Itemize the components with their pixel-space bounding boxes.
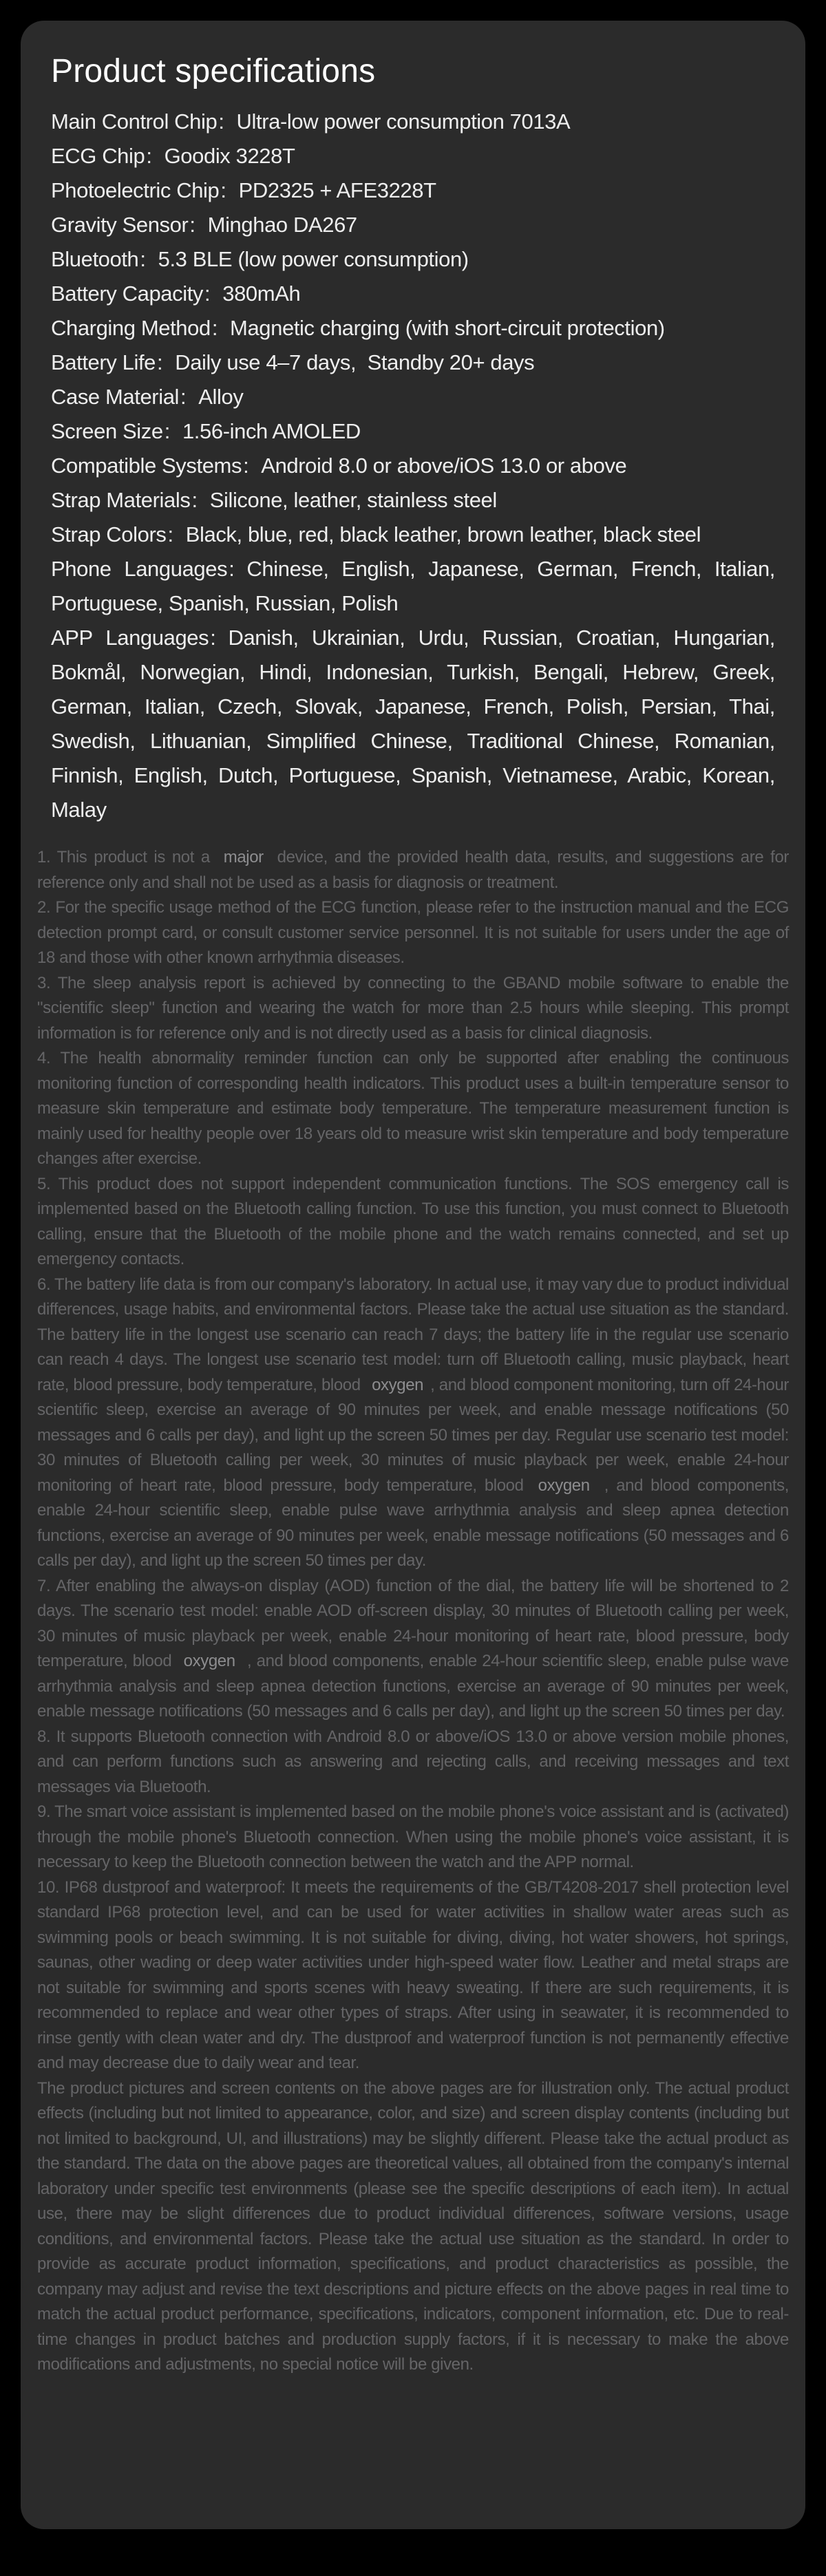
spec-colon: : (180, 385, 187, 409)
spec-row-charging-method (51, 311, 775, 345)
spec-row-strap-materials (51, 483, 775, 518)
disclaimer-paragraph-8 (37, 1725, 789, 1800)
disclaimer-paragraph-5 (37, 1172, 789, 1273)
spec-row-battery-life (51, 345, 775, 380)
spec-label: Photoelectric Chip (51, 178, 220, 202)
disclaimer-text-segment: 1. This product is not a (37, 848, 217, 866)
disclaimer-text-segment: , and blood components, enable 24-hour scientific sleep, enable pulse wave arrhythmia analysis and sleep apnea detection functions, exercise an average of 90 minutes per week, enable message notifications (50 messages and 6 calls per day), and light up the screen 50 times per day. (37, 1652, 789, 1721)
disclaimer-text-segment: 9. The smart voice assistant is implemented based on the mobile phone's voice assistant and is (activated) through the mobile phone's Bluetooth connection. When using the mobile phone's voice assistant, it is necessary to keep the Bluetooth connection between the watch and the APP normal. (37, 1802, 789, 1871)
spec-value: 1.56-inch AMOLED (182, 419, 361, 443)
highlighted-term: major (223, 848, 264, 866)
spec-row-app-languages (51, 621, 781, 827)
spec-row-case-material (51, 380, 775, 414)
spec-value: Minghao DA267 (207, 213, 357, 237)
spec-value: 380mAh (222, 281, 301, 306)
spec-row-strap-colors (51, 518, 775, 552)
spec-colon: : (189, 213, 195, 237)
spec-value: Alloy (198, 385, 244, 409)
spec-colon: : (243, 454, 249, 478)
spec-value: Magnetic charging (with short-circuit protection) (230, 316, 665, 340)
spec-colon: : (164, 419, 170, 443)
spec-label: Main Control Chip (51, 109, 218, 134)
disclaimer-paragraph-final (37, 2076, 789, 2378)
spec-label: Battery Capacity (51, 281, 204, 306)
spec-row-gravity-sensor (51, 208, 775, 242)
spec-colon: : (229, 557, 235, 581)
disclaimer-paragraph-1 (37, 845, 789, 895)
disclaimer-text-segment: , and blood components, enable 24-hour scientific sleep, enable pulse wave arrhythmia analysis and sleep apnea detection functions, exercise an average of 90 minutes per week, enable message notifications (50 messages and 6 calls per day), and light up the screen 50 times per day. (37, 1476, 789, 1570)
highlighted-term: oxygen (183, 1652, 235, 1670)
spec-value: 5.3 BLE (low power consumption) (158, 247, 469, 271)
spec-value: Black, blue, red, black leather, brown leather, black steel (185, 522, 701, 546)
spec-label: Charging Method (51, 316, 211, 340)
spec-colon: : (218, 109, 224, 134)
spec-label: Gravity Sensor (51, 213, 189, 237)
spec-label: Screen Size (51, 419, 163, 443)
spec-row-battery-capacity (51, 277, 775, 311)
spec-row-bluetooth (51, 242, 775, 277)
spec-value: Silicone, leather, stainless steel (209, 488, 497, 512)
spec-row-ecg-chip (51, 139, 775, 173)
spec-value: PD2325 + AFE3228T (238, 178, 436, 202)
spec-colon: : (146, 144, 152, 168)
disclaimer-paragraph-2 (37, 895, 789, 971)
spec-colon: : (204, 281, 211, 306)
highlighted-term: oxygen (538, 1476, 590, 1495)
disclaimer-paragraph-6 (37, 1273, 789, 1574)
spec-row-main-control-chip (51, 105, 775, 139)
spec-colon: : (191, 488, 198, 512)
disclaimer-text-segment: 4. The health abnormality reminder function can only be supported after enabling the continuous monitoring function of corresponding health indicators. This product uses a built-in temperature sensor to measure skin temperature and estimate body temperature. The temperature measurement function is mainly used for healthy people over 18 years old to measure wrist skin temperature and body temperature changes after exercise. (37, 1049, 789, 1168)
spec-value: Chinese, English, Japanese, German, French, Italian, Portuguese, Spanish, Russian, Polish (51, 557, 781, 615)
spec-label: ECG Chip (51, 144, 145, 168)
highlighted-term: oxygen (372, 1375, 424, 1394)
product-specifications-card (21, 21, 805, 2529)
spec-label: Battery Life (51, 350, 156, 374)
spec-label: APP Languages (51, 626, 209, 650)
spec-label: Bluetooth (51, 247, 139, 271)
disclaimer-text-segment: device, and the provided health data, results, and suggestions are for reference only and shall not be used as a basis for diagnosis or treatment. (37, 848, 789, 892)
spec-row-photoelectric-chip (51, 173, 775, 208)
spec-colon: : (211, 316, 218, 340)
spec-label: Case Material (51, 385, 180, 409)
disclaimer-section (37, 845, 789, 2378)
spec-value: Android 8.0 or above/iOS 13.0 or above (261, 454, 627, 478)
page-background (0, 21, 826, 2576)
spec-label: Strap Materials (51, 488, 191, 512)
spec-value: Danish, Ukrainian, Urdu, Russian, Croatian, Hungarian, Bokmål, Norwegian, Hindi, Indonesian, Turkish, Bengali, Hebrew, Greek, German, Italian, Czech, Slovak, Japanese, French, Polish, Persian, Thai, Swedish, Lithuanian, Simplified Chinese, Traditional Chinese, Romanian, Finnish, English, Dutch, Portuguese, Spanish, Vietnamese, Arabic, Korean, Malay (51, 626, 781, 822)
spec-row-phone-languages (51, 552, 781, 621)
spec-list (51, 105, 781, 827)
spec-label: Compatible Systems (51, 454, 242, 478)
disclaimer-text-segment: 8. It supports Bluetooth connection with Android 8.0 or above/iOS 13.0 or above version mobile phones, and can perform functions such as answering and rejecting calls, and receiving messages and text messages via Bluetooth. (37, 1727, 789, 1796)
spec-row-screen-size (51, 414, 775, 449)
disclaimer-text-segment: 7. After enabling the always-on display (AOD) function of the dial, the battery life will be shortened to 2 days. The scenario test model: enable AOD off-screen display, 30 minutes of Bluetooth calling per week, 30 minutes of music playback per week, enable 24-hour monitoring of heart rate, blood pressure, body temperature, blood (37, 1576, 789, 1670)
spec-value: Ultra-low power consumption 7013A (236, 109, 571, 134)
disclaimer-text-segment: , and blood component monitoring, turn off 24-hour scientific sleep, exercise an average of 90 minutes per week, and enable message notifications (50 messages and 6 calls per day), and light up the screen 50 times per day. Regular use scenario test model: 30 minutes of Bluetooth calling per week, 30 minutes of music playback per week, enable 24-hour monitoring of heart rate, blood pressure, body temperature, blood (37, 1375, 789, 1495)
spec-colon: : (140, 247, 146, 271)
page-title: Product specifications (51, 53, 376, 89)
spec-colon: : (210, 626, 216, 650)
spec-colon: : (220, 178, 226, 202)
disclaimer-text-segment: 2. For the specific usage method of the ECG function, please refer to the instruction manual and the ECG detection prompt card, or consult customer service personnel. It is not suitable for users under the age of 18 and those with other known arrhythmia diseases. (37, 898, 789, 967)
spec-label: Phone Languages (51, 557, 228, 581)
disclaimer-paragraph-4 (37, 1046, 789, 1172)
disclaimer-text-segment: 6. The battery life data is from our company's laboratory. In actual use, it may vary due to product individual differences, usage habits, and environmental factors. Please take the actual use situation as the standard. The battery life in the longest use scenario can reach 7 days; the battery life in the regular use scenario can reach 4 days. The longest use scenario test model: turn off Bluetooth calling, music playback, heart rate, blood pressure, body temperature, blood (37, 1275, 789, 1394)
disclaimer-text-segment: 3. The sleep analysis report is achieved by connecting to the GBAND mobile software to enable the "scientific sleep" function and wearing the watch for more than 2.5 hours while sleeping. This prompt information is for reference only and is not directly used as a basis for clinical diagnosis. (37, 973, 789, 1043)
spec-value: Goodix 3228T (164, 144, 295, 168)
spec-value: Daily use 4–7 days, Standby 20+ days (175, 350, 535, 374)
spec-colon: : (167, 522, 173, 546)
spec-label: Strap Colors (51, 522, 167, 546)
disclaimer-text-segment: 10. IP68 dustproof and waterproof: It meets the requirements of the GB/T4208-2017 shell protection level standard IP68 protection level, and can be used for water activities in shallow water areas such as swimming pools or beach swimming. It is not suitable for diving, diving, hot water showers, hot springs, saunas, other wading or deep water activities under high-speed water flow. Leather and metal straps are not suitable for swimming and sports scenes with heavy sweating. If there are such requirements, it is recommended to replace and wear other types of straps. After using in seawater, it is recommended to rinse gently with clean water and dry. The dustproof and waterproof function is not permanently effective and may decrease due to daily wear and tear. (37, 1877, 789, 2072)
disclaimer-text-segment: The product pictures and screen contents on the above pages are for illustration only. The actual product effects (including but not limited to appearance, color, and size) and screen display contents (including but not limited to background, UI, and illustrations) may be slightly different. Please take the actual product as the standard. The data on the above pages are theoretical values, all obtained from the company's internal laboratory under specific test environments (please see the specific descriptions of each item). In actual use, there may be slight differences due to product individual differences, software versions, usage conditions, and environmental factors. Please take the actual use situation as the standard. In order to provide as accurate product information, specifications, and product characteristics as possible, the company may adjust and revise the text descriptions and picture effects on the above pages in real time to match the actual product performance, specifications, indicators, component information, etc. Due to real-time changes in product batches and production supply factors, if it is necessary to make the above modifications and adjustments, no special notice will be given. (37, 2078, 789, 2374)
spec-colon: : (157, 350, 163, 374)
disclaimer-paragraph-10 (37, 1875, 789, 2076)
disclaimer-paragraph-9 (37, 1800, 789, 1875)
disclaimer-text-segment: 5. This product does not support independent communication functions. The SOS emergency call is implemented based on the Bluetooth calling function. To use this function, you must connect to Bluetooth calling, ensure that the Bluetooth of the mobile phone and the watch remains connected, and set up emergency contacts. (37, 1174, 789, 1268)
spec-row-compatible-systems (51, 449, 775, 483)
disclaimer-paragraph-7 (37, 1574, 789, 1725)
disclaimer-paragraph-3 (37, 971, 789, 1047)
